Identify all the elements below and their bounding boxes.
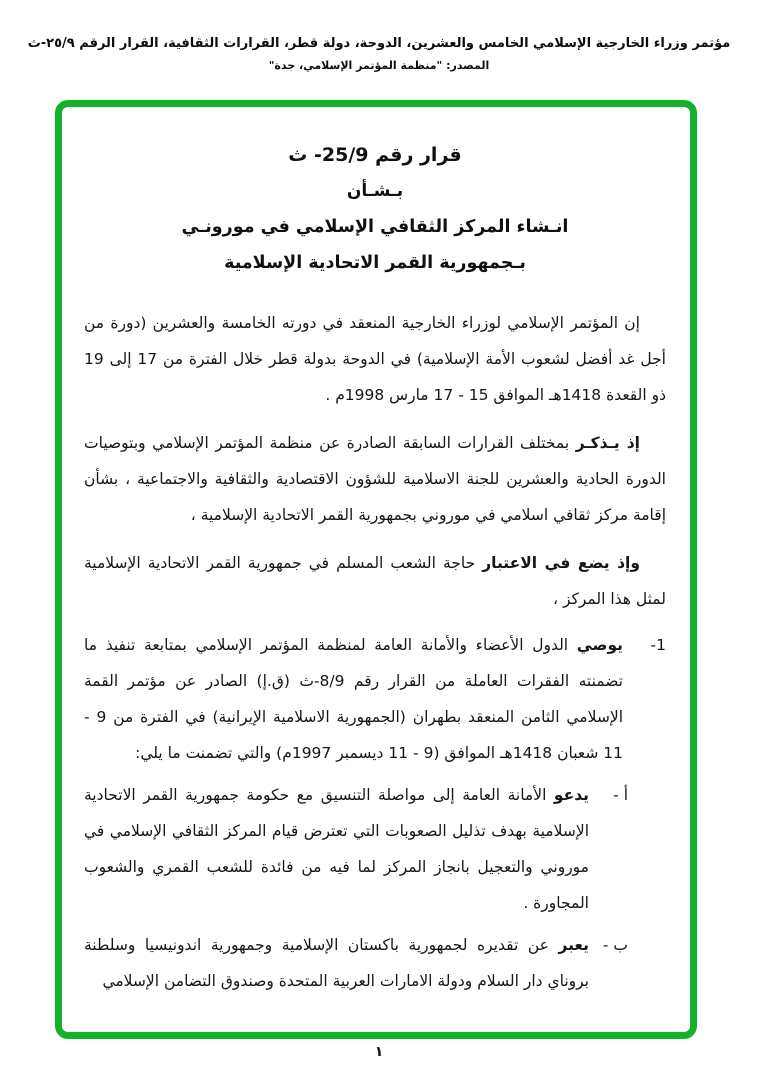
numbered-item-1 <box>84 627 666 771</box>
item-1-paragraph <box>84 627 623 771</box>
header-conference-line: مؤتمر وزراء الخارجية الإسلامي الخامس والعشرين، الدوحة، دولة قطر، القرارات الثقافية، القرار الرقم ٢٥/٩-ث <box>27 36 731 51</box>
sub-item-a-marker: أ - <box>613 786 628 804</box>
resolution-regarding-label: بـشـأن <box>346 181 404 201</box>
item-1-text: الدول الأعضاء والأمانة العامة لمنظمة المؤتمر الإسلامي بمتابعة تنفيذ ما تضمنته الفقرات العاملة من القرار رقم 8/9-ث (ق.إ) الصادر عن مؤتمر القمة الإسلامي الثامن المنعقد بطهران (الجمهورية الاسلامية الإيرانية) في الفترة من 9 - 11 شعبان 1418هـ الموافق (9 - 11 ديسمبر 1997م) والتي تضمنت ما يلي: <box>84 636 623 762</box>
resolution-number-title: قرار رقم 25/9- ث <box>288 144 462 166</box>
considering-text: حاجة الشعب المسلم في جمهورية القمر الاتحادية الإسلامية لمثل هذا المركز ، <box>84 554 666 608</box>
document-source-header <box>0 36 758 72</box>
preamble-paragraph <box>84 305 666 413</box>
considering-paragraph <box>84 545 666 617</box>
resolution-title-block <box>84 137 666 281</box>
preamble-text: إن المؤتمر الإسلامي لوزراء الخارجية المنعقد في دورته الخامسة والعشرين (دورة من أجل غد أفضل لشعوب الأمة الإسلامية) في الدوحة بدولة قطر خلال الفترة من 17 إلى 19 ذو القعدة 1418هـ الموافق 15 - 17 مارس 1998م . <box>84 314 666 404</box>
sub-item-b <box>84 927 628 999</box>
sub-item-a-paragraph <box>84 777 589 921</box>
green-border-frame <box>55 100 697 1039</box>
sub-item-a <box>84 777 628 921</box>
sub-item-b-marker: ب - <box>602 936 628 954</box>
resolution-country-line: بـجمهورية القمر الاتحادية الإسلامية <box>224 253 526 273</box>
resolution-body <box>62 107 690 1032</box>
page-number: ١ <box>374 1044 384 1060</box>
recalling-text: بمختلف القرارات السابقة الصادرة عن منظمة المؤتمر الإسلامي وبتوصيات الدورة الحادية والعشرين للجنة الاسلامية للشؤون الاقتصادية والثقافية والاجتماعية ، بشأن إقامة مركز ثقافي اسلامي في موروني بجمهورية القمر الاتحادية الإسلامية ، <box>84 434 666 524</box>
header-publisher-line: المصدر: "منظمة المؤتمر الإسلامي، جدة" <box>268 59 490 72</box>
sub-item-a-lead: يدعو <box>553 786 589 804</box>
item-1-lead: يوصي <box>576 636 623 654</box>
item-1-marker: 1- <box>650 636 666 654</box>
resolution-subject-line: انـشاء المركز الثقافي الإسلامي في مورونـي <box>181 217 569 237</box>
considering-lead: وإذ يضع في الاعتبار <box>482 554 640 572</box>
recalling-paragraph <box>84 425 666 533</box>
recalling-lead: إذ يـذكـر <box>575 434 640 452</box>
sub-item-b-paragraph <box>84 927 589 999</box>
sub-item-a-text: الأمانة العامة إلى مواصلة التنسيق مع حكومة جمهورية القمر الاتحادية الإسلامية بهدف تذليل الصعوبات التي تعترض قيام المركز الثقافي الإسلامي في موروني والتعجيل بانجاز المركز لما فيه من فائدة للشعب القمري والشعوب المجاورة . <box>84 786 589 912</box>
sub-item-b-lead: يعبر <box>558 936 589 954</box>
sub-item-b-text: عن تقديره لجمهورية باكستان الإسلامية وجمهورية اندونيسيا وسلطنة بروناي دار السلام ودولة الامارات العربية المتحدة وصندوق التضامن الإسلامي <box>84 936 589 990</box>
